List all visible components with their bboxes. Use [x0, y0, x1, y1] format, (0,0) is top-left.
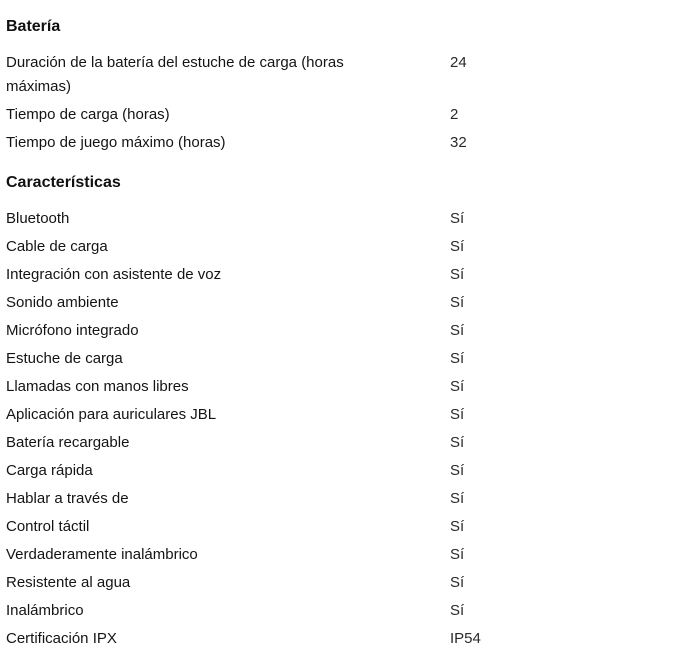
spec-row-ipx-rating: [6, 625, 686, 653]
battery-section-title: Batería: [6, 18, 61, 35]
features-section: [6, 157, 686, 653]
spec-value: Sí: [450, 210, 465, 227]
spec-label: Tiempo de juego máximo (horas): [6, 134, 226, 151]
spec-value: Sí: [450, 378, 465, 395]
spec-value: 2: [450, 106, 459, 123]
spec-value: Sí: [450, 574, 465, 591]
features-section-title: Características: [6, 174, 121, 191]
spec-label: Certificación IPX: [6, 630, 117, 647]
spec-row-built-in-mic: [6, 317, 686, 345]
spec-row-charging-time: [6, 101, 686, 129]
spec-label: Bluetooth: [6, 210, 70, 227]
spec-label: Micrófono integrado: [6, 322, 139, 339]
spec-value: 32: [450, 134, 467, 151]
spec-label: Aplicación para auriculares JBL: [6, 406, 217, 423]
spec-row-touch-control: [6, 513, 686, 541]
spec-label: Sonido ambiente: [6, 294, 119, 311]
spec-label: Carga rápida: [6, 462, 93, 479]
spec-value: Sí: [450, 546, 465, 563]
spec-label: Resistente al agua: [6, 574, 131, 591]
spec-row-talk-through: [6, 485, 686, 513]
spec-value: 24: [450, 54, 467, 71]
spec-value: Sí: [450, 350, 465, 367]
spec-row-ambient-sound: [6, 289, 686, 317]
spec-label: Tiempo de carga (horas): [6, 106, 170, 123]
spec-row-case-battery-life: [6, 49, 686, 101]
spec-value: Sí: [450, 238, 465, 255]
spec-label: Hablar a través de: [6, 490, 129, 507]
spec-label: Control táctil: [6, 518, 90, 535]
spec-value: Sí: [450, 406, 465, 423]
spec-value: Sí: [450, 266, 465, 283]
spec-label: Llamadas con manos libres: [6, 378, 189, 395]
spec-value: Sí: [450, 322, 465, 339]
spec-label: Duración de la batería del estuche de carga (horas máximas): [6, 54, 344, 95]
spec-label: Verdaderamente inalámbrico: [6, 546, 198, 563]
spec-row-true-wireless: [6, 541, 686, 569]
spec-row-water-resistant: [6, 569, 686, 597]
spec-page: [6, 0, 686, 653]
spec-row-bluetooth: [6, 205, 686, 233]
spec-label: Estuche de carga: [6, 350, 123, 367]
spec-value: Sí: [450, 462, 465, 479]
spec-value: IP54: [450, 630, 481, 647]
spec-row-wireless: [6, 597, 686, 625]
spec-value: Sí: [450, 518, 465, 535]
spec-value: Sí: [450, 294, 465, 311]
spec-row-voice-assistant: [6, 261, 686, 289]
spec-value: Sí: [450, 602, 465, 619]
spec-row-hands-free-calls: [6, 373, 686, 401]
spec-value: Sí: [450, 490, 465, 507]
spec-row-charging-cable: [6, 233, 686, 261]
spec-row-rechargeable-battery: [6, 429, 686, 457]
battery-section: [6, 0, 686, 157]
spec-label: Integración con asistente de voz: [6, 266, 222, 283]
spec-label: Inalámbrico: [6, 602, 84, 619]
spec-row-jbl-app: [6, 401, 686, 429]
spec-label: Batería recargable: [6, 434, 130, 451]
spec-row-charging-case: [6, 345, 686, 373]
spec-row-fast-charging: [6, 457, 686, 485]
spec-value: Sí: [450, 434, 465, 451]
spec-label: Cable de carga: [6, 238, 108, 255]
spec-row-max-playtime: [6, 129, 686, 157]
